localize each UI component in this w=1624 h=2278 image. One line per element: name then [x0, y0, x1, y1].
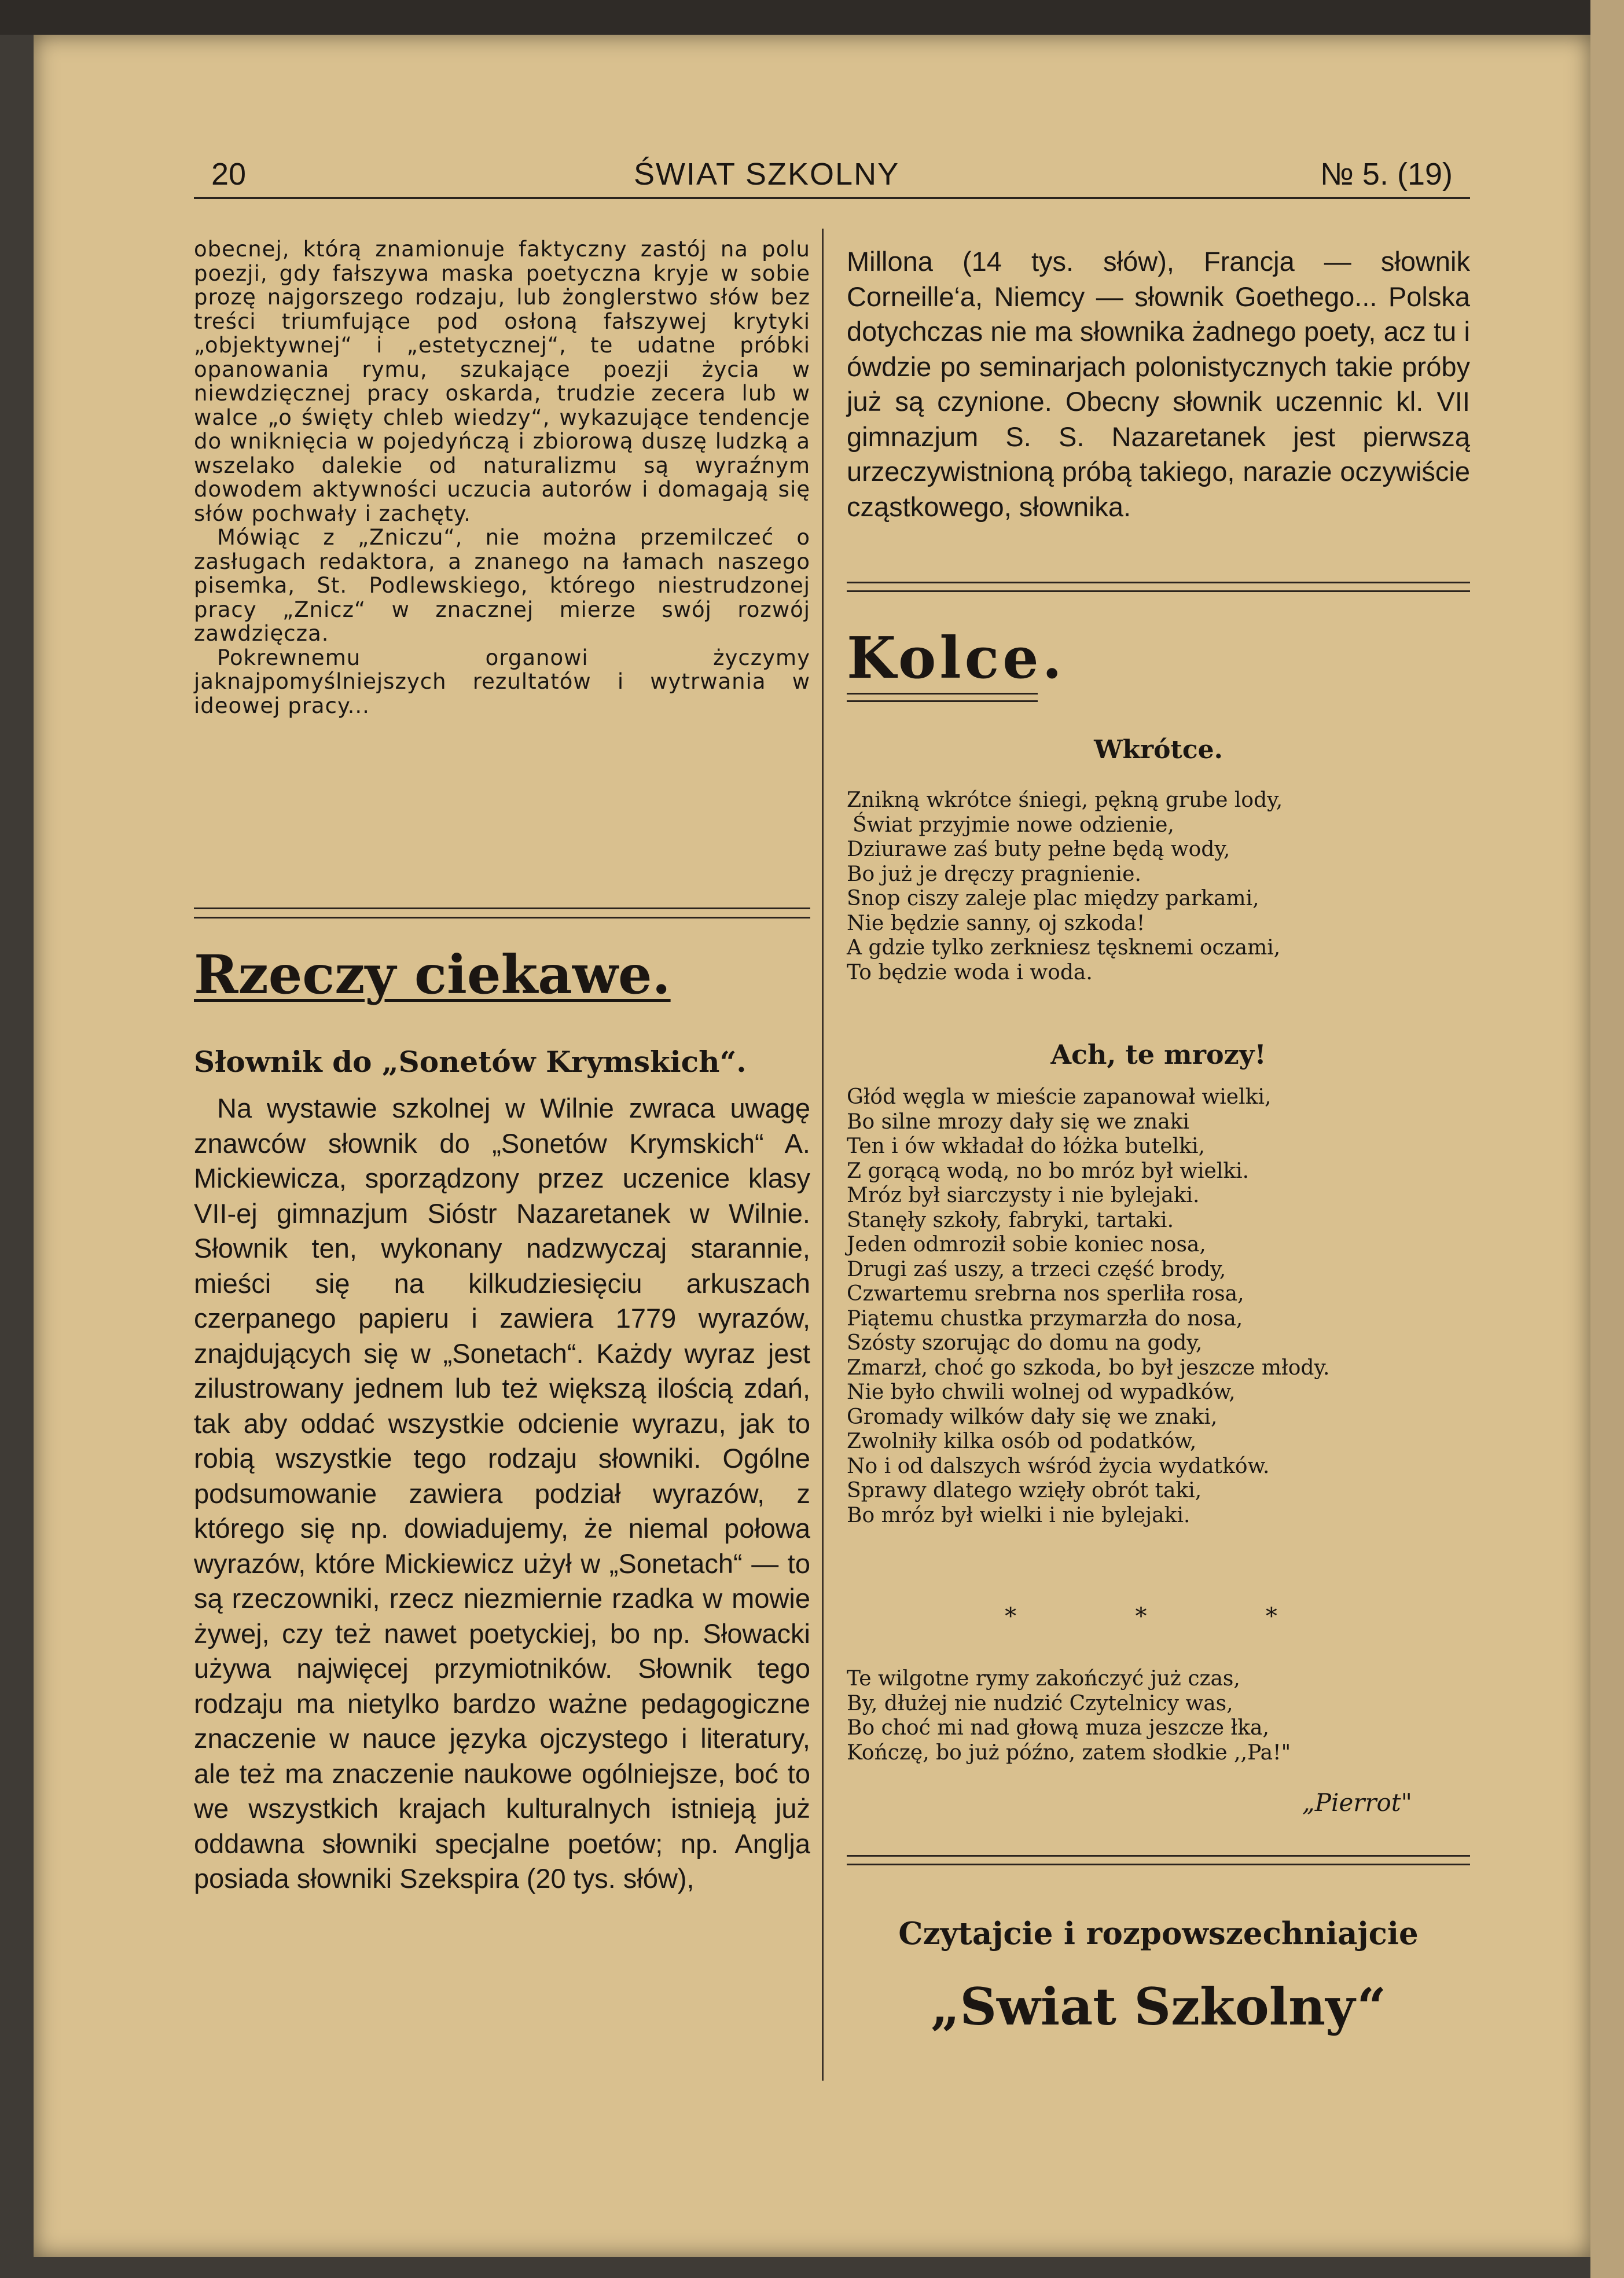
header-rule [194, 197, 1470, 199]
poem-line: Piątemu chustka przymarzła do nosa, [847, 1306, 1243, 1331]
promo-journal-name: „Swiat Szkolny“ [930, 1976, 1387, 2037]
poem-line: Ten i ów wkładał do łóżka butelki, [847, 1134, 1205, 1158]
poem-title-wkrotce: Wkrótce. [1094, 735, 1223, 765]
poem-line: Jeden odmroził sobie koniec nosa, [847, 1233, 1206, 1256]
paragraph: Pokrewnemu organowi życzymy jaknajpomyślniejszych rezultatów i wytrwania w ideowej pracy... [194, 645, 810, 718]
poem-line: Bo silne mrozy dały się we znaki [847, 1109, 1189, 1134]
kolce-underline [847, 693, 1038, 695]
section-title-rzeczy-ciekawe: Rzeczy ciekawe. [194, 943, 671, 1006]
page-header [194, 156, 1470, 191]
poem-line: A gdzie tylko zerkniesz tęsknemi oczami, [847, 936, 1281, 960]
section-divider [847, 582, 1470, 583]
scan-top-edge [0, 0, 1624, 35]
column-divider [822, 229, 824, 2081]
poem-line: Te wilgotne rymy zakończyć już czas, [847, 1667, 1240, 1691]
paragraph: obecnej, którą znamionuje faktyczny zastój na polu poezji, gdy fałszywa maska poetyczna kryje w sobie prozę najgorszego rodzaju, lub żonglerstwo słów bez treści triumfujące pod osłoną fałszywej krytyki „objektywnej“ i „estetycznej“, te udatne próbki opanowania rymu, szukające poezji życia w niewdzięcznej pracy oskarda, trudzie zecera lub w walce „o święty chleb wiedzy“, wykazujące tendencje do wniknięcia w pojedyńczą i zbiorową duszę ludzką a wszelako dalekie od naturalizmu są wyraźnym dowodem aktywności uczucia autorów i domagają się słów pochwały i zachęty. [194, 237, 810, 526]
scan-right-edge [1590, 0, 1624, 2278]
author-signature: „Pierrot" [1302, 1788, 1412, 1817]
poem-line: Bo choć mi nad głową muza jeszcze łka, [847, 1716, 1269, 1740]
kolce-underline [847, 700, 1038, 702]
article-title: Słownik do „Sonetów Krymskich“. [194, 1045, 747, 1079]
asterism: * * * [1005, 1603, 1312, 1630]
poem-line: By, dłużej nie nudzić Czytelnicy was, [847, 1691, 1233, 1715]
poem-line: Znikną wkrótce śniegi, pękną grube lody, [847, 788, 1283, 812]
poem-closing [847, 1667, 1470, 1765]
section-title-kolce: Kolce. [847, 625, 1065, 692]
section-divider [847, 1855, 1470, 1857]
poem-line: Z gorącą wodą, no bo mróz był wielki. [847, 1159, 1250, 1183]
poem-line: Bo już je dręczy pragnienie. [847, 862, 1141, 886]
poem-line: Stanęły szkoły, fabryki, tartaki. [847, 1208, 1174, 1232]
paragraph: Mówiąc z „Zniczu“, nie można przemilczeć o zasługach redaktora, a znanego na łamach naszego pisemka, St. Podlewskiego, którego niestrudzonej pracy „Znicz“ w znacznej mierze swój rozwój zawdzięcza. [194, 525, 810, 646]
section-divider [847, 1864, 1470, 1865]
issue-number: № 5. (19) [1320, 157, 1453, 192]
poem-line: Kończę, bo już późno, zatem słodkie ,,Pa!" [847, 1740, 1291, 1765]
poem-line: Drugi zaś uszy, a trzeci część brody, [847, 1257, 1226, 1281]
poem-line: Zmarzł, choć go szkoda, bo był jeszcze młody. [847, 1355, 1330, 1380]
poem-line: Nie było chwili wolnej od wypadków, [847, 1380, 1236, 1404]
promo-tagline: Czytajcie i rozpowszechniajcie [898, 1916, 1419, 1952]
paragraph: Millona (14 tys. słów), Francja — słownik Corneille‘a, Niemcy — słownik Goethego... Polska dotychczas nie ma słownika żadnego poety, acz tu i ówdzie po seminarjach polonistycznych takie próby już są czynione. Obecny słownik uczennic kl. VII gimnazjum S. S. Nazaretanek jest pierwszą urzeczywistnioną próbą takiego, narazie oczywiście cząstkowego, słownika. [847, 246, 1470, 522]
section-divider [194, 907, 810, 909]
poem-line: Sprawy dlatego wzięły obrót taki, [847, 1479, 1202, 1502]
page-number: 20 [211, 157, 247, 192]
poem-title-ach-te-mrozy: Ach, te mrozy! [1050, 1039, 1266, 1070]
poem-line: Nie będzie sanny, oj szkoda! [847, 911, 1145, 935]
poem-line: Zwolniły kilka osób od podatków, [847, 1430, 1197, 1453]
poem-line: Szósty szorując do domu na gody, [847, 1331, 1203, 1355]
section-divider [194, 917, 810, 918]
poem-line: Czwartemu srebrna nos sperliła rosa, [847, 1282, 1244, 1306]
article-text [194, 1091, 810, 1897]
poem-line: Bo mróz był wielki i nie bylejaki. [847, 1503, 1191, 1527]
znicz-article-text [194, 237, 810, 718]
poem-wkrotce [847, 788, 1470, 985]
poem-line: Mróz był siarczysty i nie bylejaki. [847, 1184, 1200, 1207]
journal-title: ŚWIAT SZKOLNY [634, 157, 900, 192]
poem-line: Głód węgla w mieście zapanował wielki, [847, 1085, 1272, 1109]
poem-line: To będzie woda i woda. [847, 960, 1093, 984]
poem-line: Snop ciszy zaleje plac między parkami, [847, 887, 1259, 910]
poem-line: No i od dalszych wśród życia wydatków. [847, 1454, 1270, 1478]
paragraph: Na wystawie szkolnej w Wilnie zwraca uwagę znawców słownik do „Sonetów Krymskich“ A. Mickiewicza, sporządzony przez uczenice klasy VII-ej gimnazjum Sióstr Nazaretanek w Wilnie. Słownik ten, wykonany nadzwyczaj starannie, mieści się na kilkudziesięciu arkuszach czerpanego papieru i zawiera 1779 wyrazów, znajdujących się w „Sonetach“. Każdy wyraz jest zilustrowany jednem lub też większą ilością zdań, tak aby oddać wszystkie odcienie wyrazu, jak to robią wszystkie tego rodzaju słowniki. Ogólne podsumowanie zawiera podział wyrazów, z którego się np. dowiadujemy, że niemal połowa wyrazów, które Mickiewicz użył w „Sonetach“ — to są rzeczowniki, rzecz niezmiernie rzadka w mowie żywej, czy też nawet poetyckiej, bo np. Słowacki używa najwięcej przymiotników. Słownik tego rodzaju ma nietylko bardzo ważne pedagogiczne znaczenie w nauce języka ojczystego i literatury, ale też ma znaczenie naukowe ogólniejsze, boć to we wszystkich krajach kulturalnych istnieją już oddawna słowniki specjalne poetów; np. Anglja posiada słowniki Szekspira (20 tys. słów), [194, 1093, 810, 1894]
poem-ach-te-mrozy [847, 1085, 1470, 1528]
article-continuation [847, 244, 1470, 524]
poem-line: Świat przyjmie nowe odzienie, [853, 813, 1174, 837]
poem-line: Gromady wilków dały się we znaki, [847, 1405, 1218, 1429]
poem-line: Dziurawe zaś buty pełne będą wody, [847, 837, 1230, 861]
section-divider [847, 590, 1470, 592]
